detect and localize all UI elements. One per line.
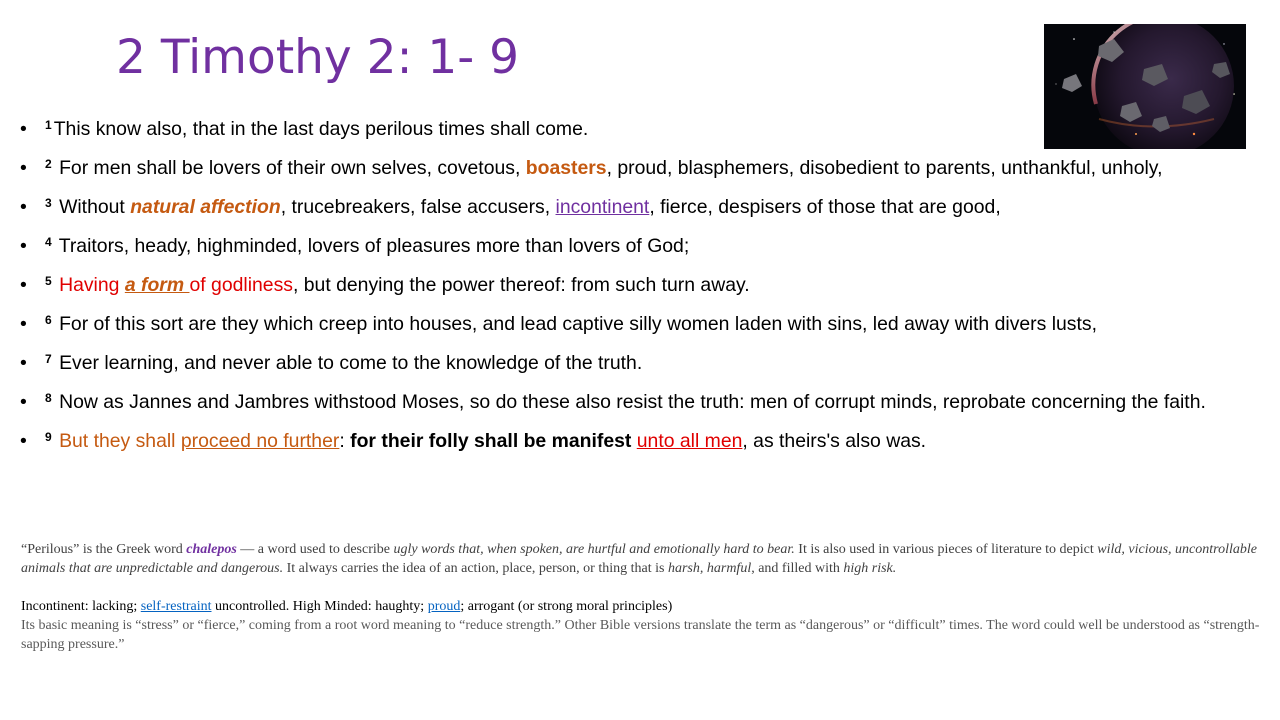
link-self-restraint[interactable]: self-restraint — [140, 599, 212, 614]
highlight-a-form: a form — [124, 274, 190, 296]
verse-number: 1 — [45, 118, 52, 132]
highlight-folly: for their folly shall be manifest — [350, 430, 632, 452]
verse-number: 7 — [45, 352, 52, 366]
verse-item: • $^4$ Traitors, heady, highminded, lovers of pleasures more than lovers of God; — [20, 233, 1260, 259]
verse-number: 8 — [45, 391, 52, 405]
verse-item: • $^1$ This know also, that in the last days perilous times shall come. — [20, 116, 1260, 142]
verse-item: • $^8$ Now as Jannes and Jambres withstood Moses, so do these also resist the truth: men of corrupt minds, reprobate concerning the faith. — [20, 389, 1260, 415]
verse-number: 2 — [45, 157, 52, 171]
highlight-proceed-no-further: proceed no further — [180, 430, 340, 452]
note-perilous: “Perilous” is the Greek word chalepos — a word used to describe ugly words that, when spoken, are hurtful and emotionally hard to bear. It is also used in various pieces of literature to depict wild, vicious, uncontrollable animals that are unpredictable and dangerous. It always carries the idea of an action, place, person, or thing that is harsh, harmful, and filled with high risk. — [21, 542, 1257, 576]
verse-list — [20, 116, 1260, 467]
slide-title: 2 Timothy 2: 1- 9 — [116, 30, 520, 85]
word-chalepos: chalepos — [186, 542, 237, 557]
verse-number: 9 — [45, 430, 52, 444]
highlight-boasters: boasters — [525, 157, 607, 179]
note-definitions: Incontinent: lacking; self-restraint uncontrolled. High Minded: haughty; proud; arrogant (or strong moral principles) — [21, 599, 673, 614]
note-meaning: Its basic meaning is “stress” or “fierce,” coming from a root word meaning to “reduce strength.” Other Bible versions translate the term as “dangerous” or “difficult” times. The word could well be understood as “strength-sapping pressure.” — [21, 618, 1260, 652]
verse-item: • $^9$ But they shall proceed no further: for their folly shall be manifest unto all men, as theirs's also was. — [20, 428, 1260, 454]
verse-number: 4 — [45, 235, 52, 249]
highlight-incontinent: incontinent — [555, 196, 650, 218]
verse-item: • $^7$ Ever learning, and never able to come to the knowledge of the truth. — [20, 350, 1260, 376]
verse-number: 5 — [45, 274, 52, 288]
verse-item: • $^2$ For men shall be lovers of their own selves, covetous, boasters, proud, blasphemers, disobedient to parents, unthankful, unholy, — [20, 155, 1260, 181]
notes — [21, 540, 1261, 654]
verse-number: 3 — [45, 196, 52, 210]
highlight-unto-all-men: unto all men — [636, 430, 743, 452]
highlight-natural-affection: natural affection — [130, 196, 281, 218]
verse-item: • $^6$ For of this sort are they which creep into houses, and lead captive silly women laden with sins, led away with divers lusts, — [20, 311, 1260, 337]
verse-item: • $^5$ Having a form of godliness, but denying the power thereof: from such turn away. — [20, 272, 1260, 298]
verse-number: 6 — [45, 313, 52, 327]
verse-item: • $^3$ Without natural affection, trucebreakers, false accusers, incontinent, fierce, despisers of those that are good, — [20, 194, 1260, 220]
link-proud[interactable]: proud — [427, 599, 461, 614]
